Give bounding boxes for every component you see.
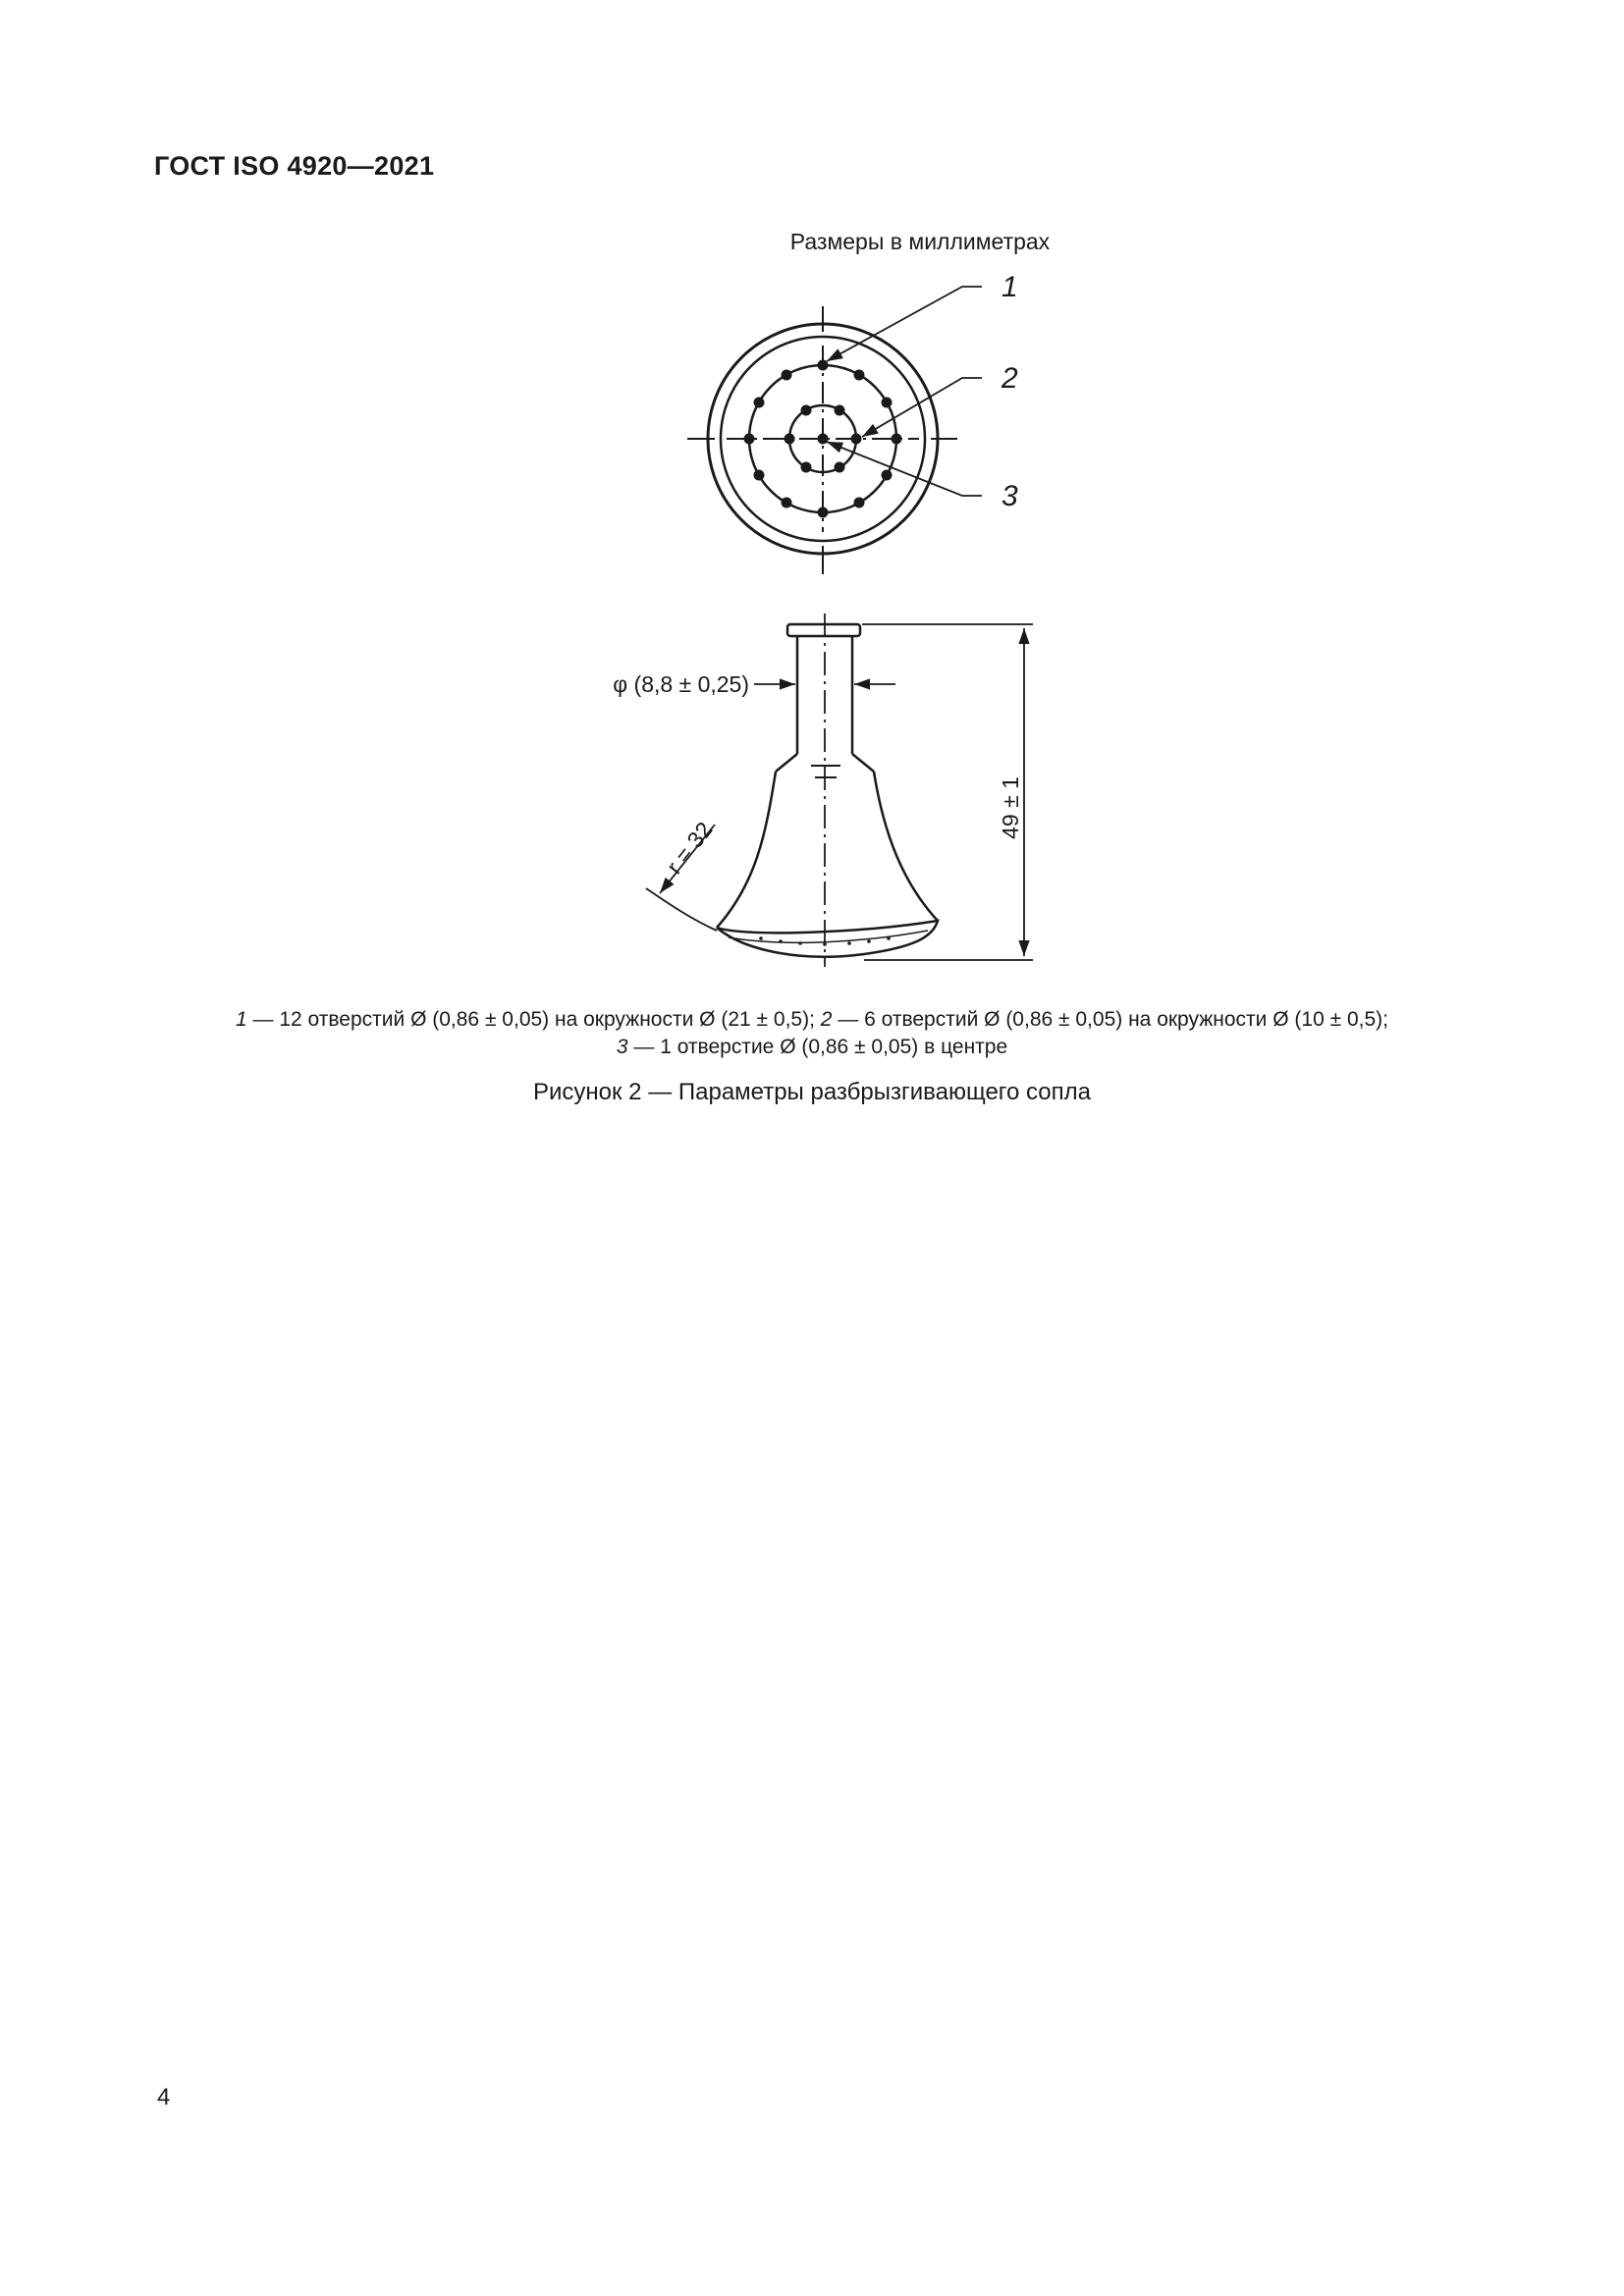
outer-hole <box>782 498 792 508</box>
outer-hole <box>744 434 755 445</box>
nozzle-cap <box>787 624 860 636</box>
radius-label: r = 32 <box>661 817 718 880</box>
callout-1: 1 <box>1001 271 1018 303</box>
outer-hole <box>754 470 765 481</box>
figure-legend <box>0 1006 1624 1061</box>
legend-item-1-number: 1 <box>236 1008 247 1031</box>
inner-hole <box>785 434 795 445</box>
inner-hole <box>801 462 812 473</box>
legend-item-2-number: 2 <box>820 1008 833 1031</box>
outer-hole <box>882 398 893 408</box>
nozzle-bell-right <box>874 772 938 921</box>
legend-item-2-text: — 6 отверстий Ø (0,86 ± 0,05) на окружности Ø (10 ± 0,5); <box>832 1008 1388 1031</box>
outer-hole <box>818 507 829 518</box>
outer-hole <box>892 434 902 445</box>
legend-item-1-text: — 12 отверстий Ø (0,86 ± 0,05) на окружности Ø (21 ± 0,5); <box>246 1008 821 1031</box>
outer-hole <box>882 470 893 481</box>
callout-leaders <box>827 287 982 496</box>
page-number: 4 <box>157 2084 171 2110</box>
outer-hole <box>818 360 829 371</box>
leader-1 <box>827 287 982 361</box>
leader-2 <box>862 378 982 437</box>
nozzle-drawing <box>0 0 1624 1001</box>
legend-line-2 <box>0 1034 1624 1061</box>
units-note: Размеры в миллиметрах <box>789 229 1051 254</box>
callout-3: 3 <box>1001 480 1018 512</box>
inner-hole <box>801 405 812 416</box>
outer-hole <box>754 398 765 408</box>
leader-3 <box>827 442 982 496</box>
outer-hole <box>782 370 792 381</box>
legend-line-1 <box>0 1006 1624 1034</box>
nozzle-side-view <box>717 614 938 967</box>
document-header: ГОСТ ISO 4920—2021 <box>154 151 435 181</box>
legend-item-3-text: — 1 отверстие Ø (0,86 ± 0,05) в центре <box>627 1036 1008 1058</box>
callout-2: 2 <box>1001 362 1018 395</box>
outer-hole <box>854 370 865 381</box>
nozzle-face <box>717 921 938 957</box>
inner-hole <box>835 405 845 416</box>
height-label: 49 ± 1 <box>998 776 1023 839</box>
inner-hole <box>835 462 845 473</box>
stem-diameter-label: φ (8,8 ± 0,25) <box>613 671 749 697</box>
legend-item-3-number: 3 <box>616 1036 628 1058</box>
outer-hole <box>854 498 865 508</box>
nozzle-bell-left <box>717 772 776 928</box>
figure-caption: Рисунок 2 — Параметры разбрызгивающего сопла <box>533 1079 1091 1105</box>
inner-hole <box>851 434 862 445</box>
